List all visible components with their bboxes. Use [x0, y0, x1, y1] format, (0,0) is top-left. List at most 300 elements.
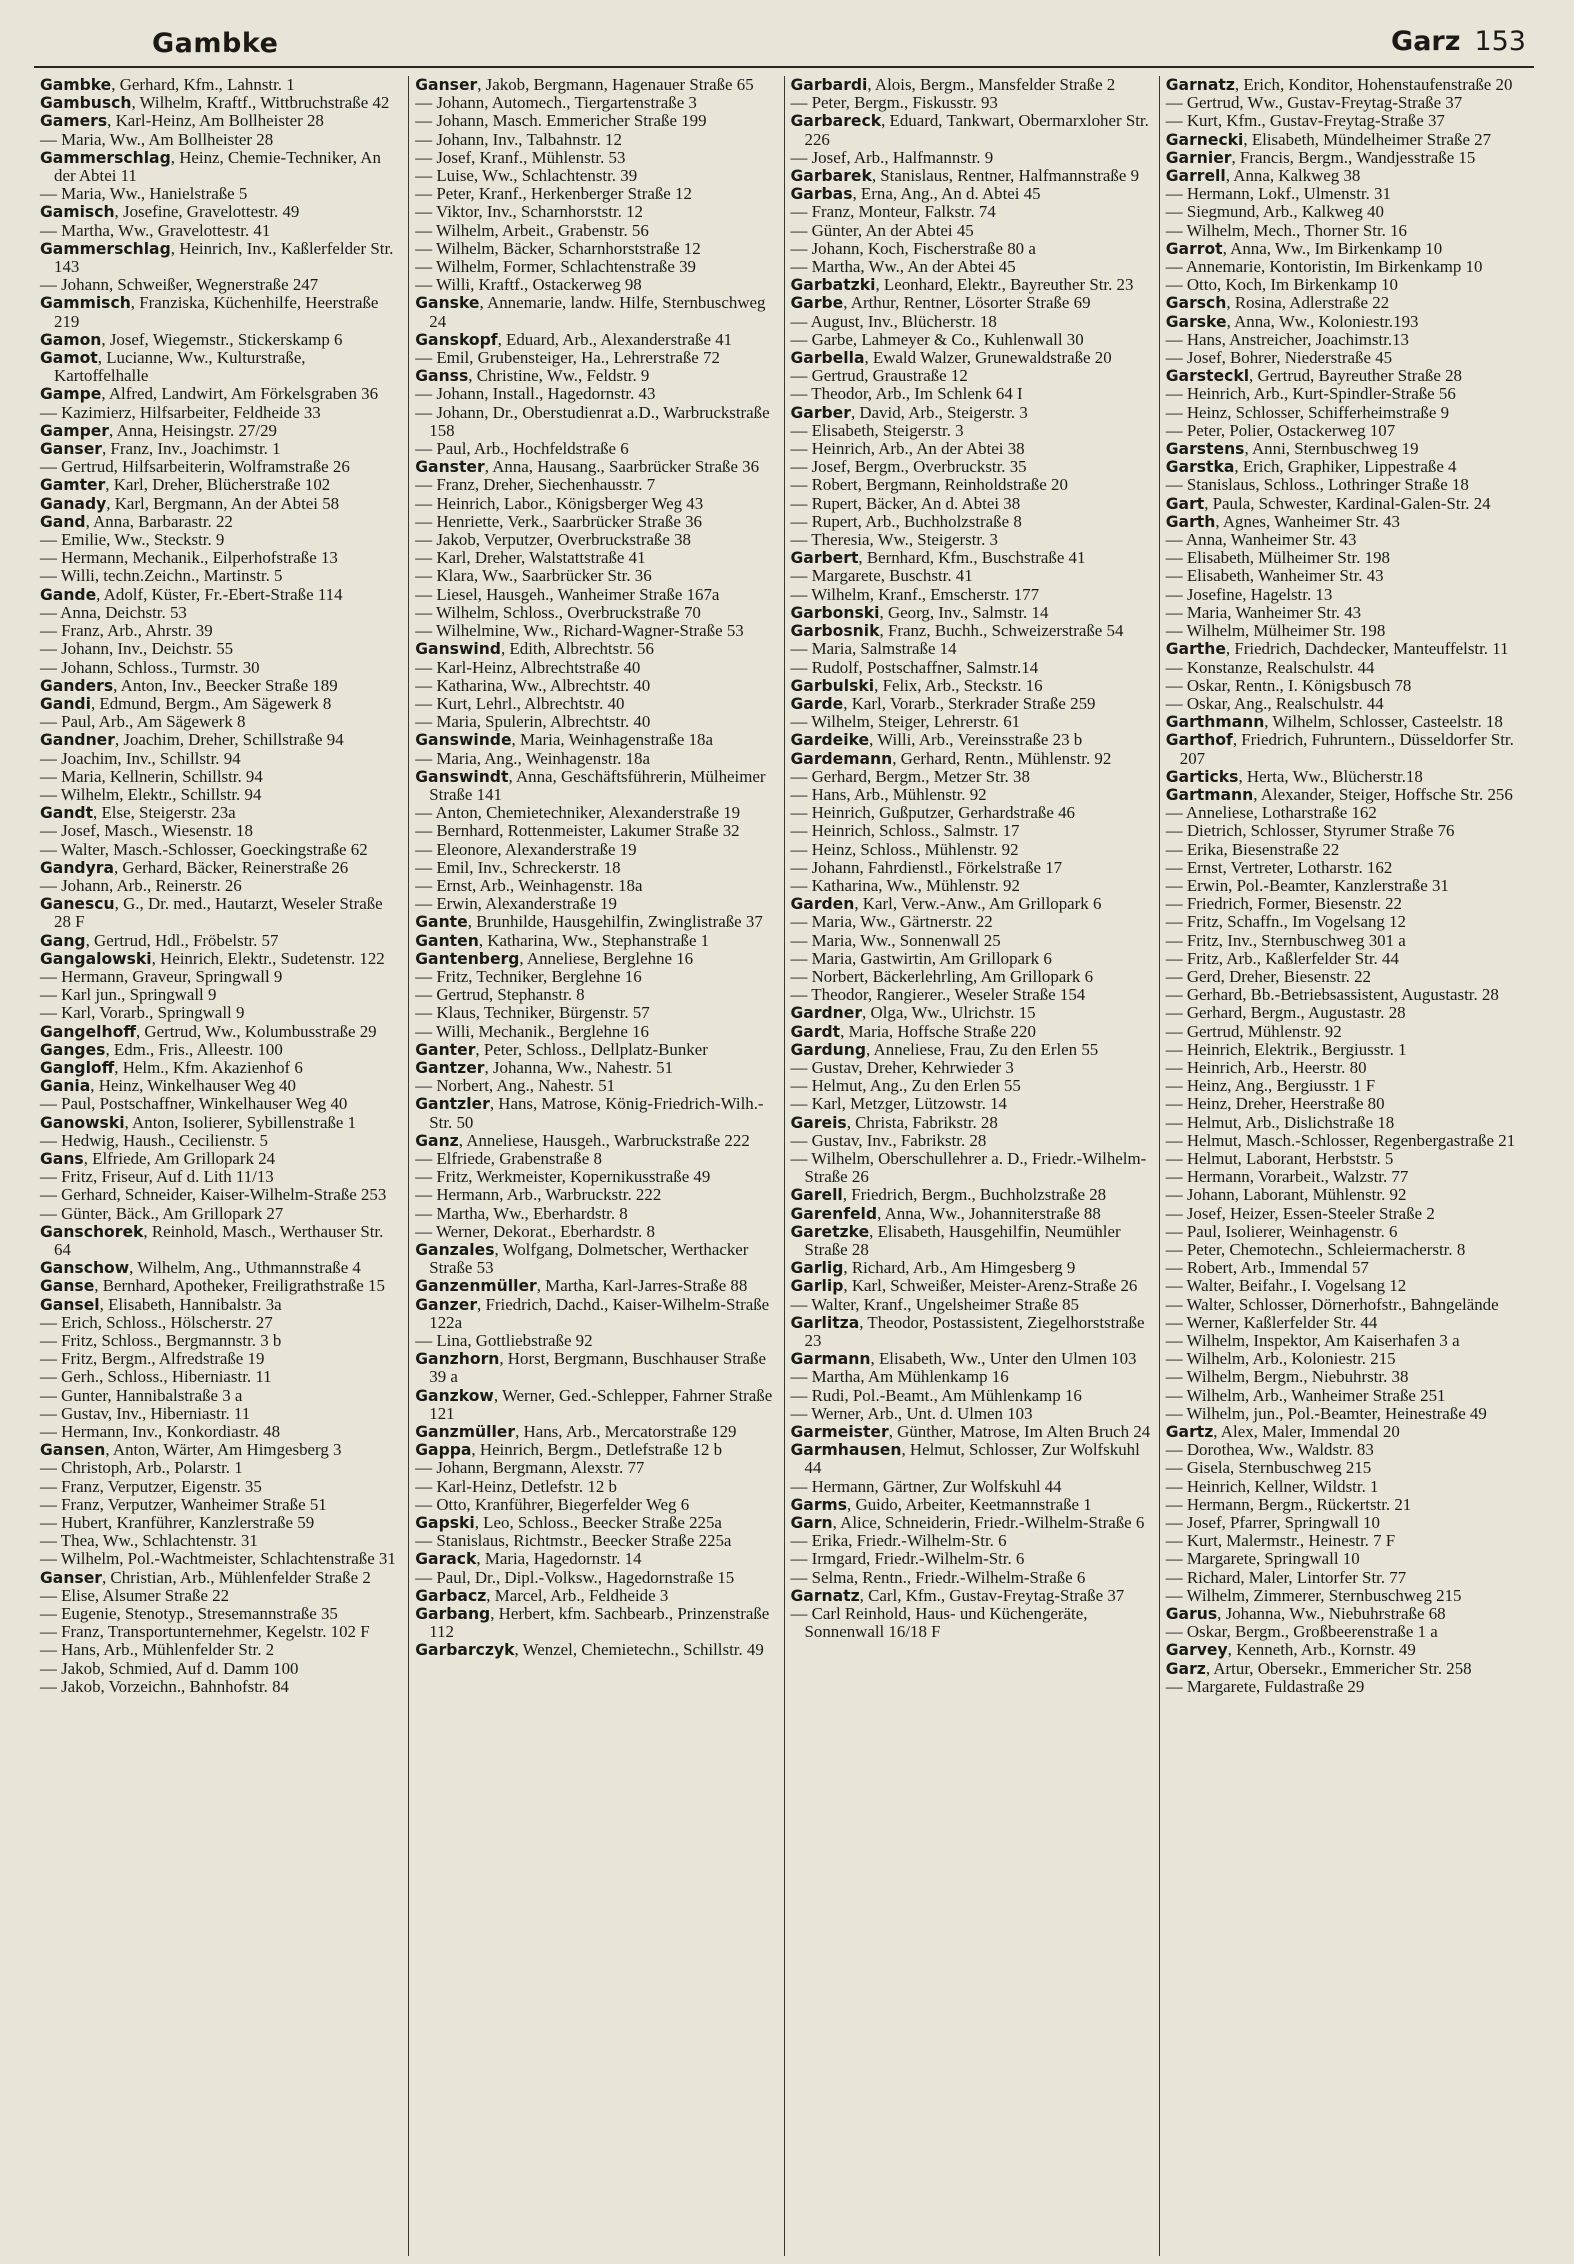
directory-entry: — Karl, Dreher, Walstattstraße 41 — [415, 548, 646, 568]
directory-entry: — Johann, Laborant, Mühlenstr. 92 — [1165, 1185, 1407, 1205]
directory-entry: Ganser, Franz, Inv., Joachimstr. 1 — [40, 439, 281, 459]
directory-entry: — Hermann, Vorarbeit., Walzstr. 77 — [1165, 1167, 1409, 1187]
directory-entry: — Paul, Dr., Dipl.-Volksw., Hagedornstraße 15 — [415, 1567, 735, 1587]
directory-entry: — Kazimierz, Hilfsarbeiter, Feldheide 33 — [40, 402, 321, 422]
directory-entry: — Paul, Isolierer, Weinhagenstr. 6 — [1165, 1221, 1398, 1241]
directory-entry: Ganges, Edm., Fris., Alleestr. 100 — [40, 1039, 283, 1059]
directory-entry: Garz, Artur, Obersekr., Emmericher Str. 258 — [1165, 1658, 1472, 1678]
directory-entry: Ganschow, Wilhelm, Ang., Uthmannstraße 4 — [40, 1258, 361, 1278]
directory-entry: — Josef, Heizer, Essen-Steeler Straße 2 — [1165, 1203, 1435, 1223]
header-last-name: Garz — [1391, 26, 1461, 57]
directory-entry: — Norbert, Bäckerlehrling, Am Grillopark 6 — [790, 966, 1094, 986]
directory-entry: — Johann, Schweißer, Wegnerstraße 247 — [40, 275, 319, 295]
directory-entry: — Kurt, Kfm., Gustav-Freytag-Straße 37 — [1165, 111, 1445, 131]
directory-entry: Ganskopf, Eduard, Arb., Alexanderstraße 41 — [415, 329, 733, 349]
directory-entry: — Kurt, Lehrl., Albrechtstr. 40 — [415, 693, 625, 713]
directory-entry: — Heinz, Schlosser, Schifferheimstraße 9 — [1165, 402, 1450, 422]
directory-entry: — Joachim, Inv., Schillstr. 94 — [40, 748, 241, 768]
directory-entry: Garden, Karl, Verw.-Anw., Am Grillopark 6 — [790, 894, 1102, 914]
directory-entry: Ganss, Christine, Ww., Feldstr. 9 — [415, 366, 650, 386]
directory-entry: — Gerhard, Bergm., Metzer Str. 38 — [790, 766, 1030, 786]
directory-entry: — Johann, Schloss., Turmstr. 30 — [40, 657, 260, 677]
directory-entry: Garlip, Karl, Schweißer, Meister-Arenz-Straße 26 — [790, 1276, 1138, 1296]
columns — [34, 76, 1534, 2256]
directory-entry: — Lina, Gottliebstraße 92 — [415, 1331, 593, 1351]
directory-entry: Gardung, Anneliese, Frau, Zu den Erlen 55 — [790, 1039, 1099, 1059]
directory-entry: Garske, Anna, Ww., Koloniestr.193 — [1165, 311, 1419, 331]
directory-entry: — Wilhelm, Arb., Koloniestr. 215 — [1165, 1349, 1396, 1369]
directory-entry: — Gustav, Inv., Hiberniastr. 11 — [40, 1403, 251, 1423]
directory-entry: — Karl-Heinz, Detlefstr. 12 b — [415, 1476, 617, 1496]
directory-entry: — Emil, Inv., Schreckerstr. 18 — [415, 857, 621, 877]
directory-entry: — Annemarie, Kontoristin, Im Birkenkamp 10 — [1165, 257, 1483, 277]
directory-entry: Garber, David, Arb., Steigerstr. 3 — [790, 402, 1028, 422]
directory-entry: Ganswinde, Maria, Weinhagenstraße 18a — [415, 730, 713, 750]
directory-entry: — Liesel, Hausgeh., Wanheimer Straße 167a — [415, 584, 720, 604]
directory-entry: — Josef, Bergm., Overbruckstr. 35 — [790, 457, 1027, 477]
directory-entry: Garthe, Friedrich, Dachdecker, Manteuffelstr. 11 — [1165, 639, 1509, 659]
directory-entry: Garlig, Richard, Arb., Am Himgesberg 9 — [790, 1258, 1076, 1278]
directory-entry: — Norbert, Ang., Nahestr. 51 — [415, 1076, 616, 1096]
directory-entry: — Martha, Ww., An der Abtei 45 — [790, 257, 1016, 277]
directory-entry: — Hermann, Mechanik., Eilperhofstraße 13 — [40, 548, 338, 568]
directory-entry: Garticks, Herta, Ww., Blücherstr.18 — [1165, 766, 1423, 786]
directory-entry: — Walter, Kranf., Ungelsheimer Straße 85 — [790, 1294, 1079, 1314]
directory-entry: Ganzales, Wolfgang, Dolmetscher, Werthacker Straße 53 — [415, 1240, 749, 1278]
column-1 — [34, 76, 408, 2256]
directory-entry: Ganschorek, Reinhold, Masch., Werthauser Str. 64 — [40, 1221, 384, 1259]
directory-entry: Garmeister, Günther, Matrose, Im Alten Bruch 24 — [790, 1422, 1151, 1442]
directory-entry: — Ernst, Vertreter, Lotharstr. 162 — [1165, 857, 1393, 877]
directory-entry: — Gerhard, Schneider, Kaiser-Wilhelm-Straße 253 — [40, 1185, 387, 1205]
directory-entry: — Wilhelm, Mech., Thorner Str. 16 — [1165, 220, 1407, 240]
directory-entry: — Josef, Bohrer, Niederstraße 45 — [1165, 348, 1393, 368]
directory-entry: — Wilhelm, Schloss., Overbruckstraße 70 — [415, 602, 701, 622]
directory-entry: Garell, Friedrich, Bergm., Buchholzstraße 28 — [790, 1185, 1107, 1205]
directory-entry: Garbardi, Alois, Bergm., Mansfelder Straße 2 — [790, 76, 1116, 94]
directory-entry: Ganzhorn, Horst, Bergmann, Buschhauser Straße 39 a — [415, 1349, 766, 1387]
directory-entry: — Henriette, Verk., Saarbrücker Straße 36 — [415, 511, 702, 531]
directory-entry: Ganzer, Friedrich, Dachd., Kaiser-Wilhelm-Straße 122a — [415, 1294, 770, 1332]
directory-entry: Garde, Karl, Vorarb., Sterkrader Straße 259 — [790, 693, 1096, 713]
directory-entry: Garvey, Kenneth, Arb., Kornstr. 49 — [1165, 1640, 1416, 1660]
directory-entry: — Paul, Arb., Am Sägewerk 8 — [40, 712, 246, 732]
directory-entry: — Hubert, Kranführer, Kanzlerstraße 59 — [40, 1513, 315, 1533]
directory-entry: — Wilhelm, Inspektor, Am Kaiserhafen 3 a — [1165, 1331, 1460, 1351]
directory-entry: — Fritz, Schloss., Bergmannstr. 3 b — [40, 1331, 282, 1351]
page-header — [34, 22, 1534, 68]
directory-entry: — Helmut, Masch.-Schlosser, Regenbergastraße 21 — [1165, 1130, 1516, 1150]
directory-entry: — Maria, Ww., Gärtnerstr. 22 — [790, 912, 993, 932]
directory-entry: — Paul, Postschaffner, Winkelhauser Weg 40 — [40, 1094, 348, 1114]
directory-entry: Ganser, Christian, Arb., Mühlenfelder Straße 2 — [40, 1567, 371, 1587]
directory-entry: — Peter, Chemotechn., Schleiermacherstr. 8 — [1165, 1240, 1466, 1259]
directory-entry: Garbosnik, Franz, Buchh., Schweizerstraße 54 — [790, 621, 1124, 641]
directory-entry: Gangelhoff, Gertrud, Ww., Kolumbusstraße 29 — [40, 1021, 377, 1041]
directory-entry: Garbella, Ewald Walzer, Grunewaldstraße 20 — [790, 348, 1112, 368]
directory-entry: — Helmut, Laborant, Herbststr. 5 — [1165, 1148, 1394, 1168]
directory-entry: Ganzenmüller, Martha, Karl-Jarres-Straße 88 — [415, 1276, 748, 1296]
directory-entry: Ganse, Bernhard, Apotheker, Freiligrathstraße 15 — [40, 1276, 385, 1296]
directory-entry: Ganz, Anneliese, Hausgeh., Warbruckstraße 222 — [415, 1130, 750, 1150]
directory-entry: — Oskar, Rentn., I. Königsbusch 78 — [1165, 675, 1412, 695]
directory-entry: — Walter, Masch.-Schlosser, Goeckingstraße 62 — [40, 839, 368, 859]
directory-entry: — Fritz, Techniker, Berglehne 16 — [415, 966, 642, 986]
directory-entry: — Kurt, Malermstr., Heinestr. 7 F — [1165, 1531, 1396, 1551]
directory-entry: — Maria, Ww., Sonnenwall 25 — [790, 930, 1001, 950]
directory-entry: — Peter, Polier, Ostackerweg 107 — [1165, 420, 1396, 440]
directory-entry: Gapski, Leo, Schloss., Beecker Straße 225a — [415, 1513, 722, 1533]
directory-entry: — Fritz, Friseur, Auf d. Lith 11/13 — [40, 1167, 274, 1187]
directory-entry: — Heinrich, Schloss., Salmstr. 17 — [790, 821, 1020, 841]
directory-entry: — Margarete, Buschstr. 41 — [790, 566, 973, 586]
directory-entry: Gand, Anna, Barbarastr. 22 — [40, 511, 233, 531]
directory-entry: — Robert, Arb., Immendal 57 — [1165, 1258, 1369, 1278]
directory-entry: — Hans, Anstreicher, Joachimstr.13 — [1165, 329, 1410, 349]
directory-entry: Gartz, Alex, Maler, Immendal 20 — [1165, 1422, 1400, 1442]
directory-entry: — Ernst, Arb., Weinhagenstr. 18a — [415, 875, 643, 895]
directory-entry: Garrell, Anna, Kalkweg 38 — [1165, 166, 1361, 186]
directory-entry: Garth, Agnes, Wanheimer Str. 43 — [1165, 511, 1400, 531]
directory-entry: — Wilhelmine, Ww., Richard-Wagner-Straße 53 — [415, 621, 744, 641]
directory-entry: Garnatz, Erich, Konditor, Hohenstaufenstraße 20 — [1165, 76, 1513, 94]
directory-entry: — Paul, Arb., Hochfeldstraße 6 — [415, 439, 629, 459]
directory-entry: Garbonski, Georg, Inv., Salmstr. 14 — [790, 602, 1049, 622]
directory-entry: — Heinrich, Arb., An der Abtei 38 — [790, 439, 1025, 459]
directory-entry: — Carl Reinhold, Haus- und Küchengeräte, Sonnenwall 16/18 F — [790, 1604, 1088, 1642]
directory-entry: Gardner, Olga, Ww., Ulrichstr. 15 — [790, 1003, 1036, 1023]
directory-entry: Gandi, Edmund, Bergm., Am Sägewerk 8 — [40, 693, 332, 713]
directory-entry: Gardt, Maria, Hoffsche Straße 220 — [790, 1021, 1036, 1041]
directory-entry: Garbulski, Felix, Arb., Steckstr. 16 — [790, 675, 1043, 695]
directory-entry: — Werner, Dekorat., Eberhardstr. 8 — [415, 1221, 655, 1241]
directory-entry: — Fritz, Bergm., Alfredstraße 19 — [40, 1349, 265, 1369]
directory-entry: — Johann, Bergmann, Alexstr. 77 — [415, 1458, 645, 1478]
directory-entry: Garbacz, Marcel, Arb., Feldheide 3 — [415, 1585, 669, 1605]
directory-entry: Gambusch, Wilhelm, Kraftf., Wittbruchstraße 42 — [40, 93, 390, 113]
directory-entry: Garmhausen, Helmut, Schlosser, Zur Wolfskuhl 44 — [790, 1440, 1140, 1478]
column-2 — [408, 76, 783, 2256]
directory-entry: — Otto, Kranführer, Biegerfelder Weg 6 — [415, 1494, 690, 1514]
directory-entry: Gamot, Lucianne, Ww., Kulturstraße, Kartoffelhalle — [40, 348, 306, 386]
directory-entry: Garbang, Herbert, kfm. Sachbearb., Prinzenstraße 112 — [415, 1604, 770, 1642]
directory-entry: Gans, Elfriede, Am Grillopark 24 — [40, 1148, 276, 1168]
directory-entry: — Rudolf, Postschaffner, Salmstr.14 — [790, 657, 1039, 677]
directory-entry: — Elisabeth, Steigerstr. 3 — [790, 420, 964, 440]
directory-entry: Gandt, Else, Steigerstr. 23a — [40, 803, 236, 823]
directory-entry: — Hermann, Lokf., Ulmenstr. 31 — [1165, 184, 1391, 204]
directory-entry: — Thea, Ww., Schlachtenstr. 31 — [40, 1531, 258, 1551]
directory-entry: — Irmgard, Friedr.-Wilhelm-Str. 6 — [790, 1549, 1025, 1569]
directory-entry: — Konstanze, Realschulstr. 44 — [1165, 657, 1375, 677]
directory-entry: Gangloff, Helm., Kfm. Akazienhof 6 — [40, 1057, 303, 1077]
directory-entry: Gamisch, Josefine, Gravelottestr. 49 — [40, 202, 300, 222]
directory-entry: — Dietrich, Schlosser, Styrumer Straße 76 — [1165, 821, 1455, 841]
directory-entry: — Siegmund, Arb., Kalkweg 40 — [1165, 202, 1384, 222]
directory-entry: — Rupert, Bäcker, An d. Abtei 38 — [790, 493, 1021, 513]
directory-entry: Ganswindt, Anna, Geschäftsführerin, Mülheimer Straße 141 — [415, 766, 766, 804]
directory-entry: Gambke, Gerhard, Kfm., Lahnstr. 1 — [40, 76, 295, 94]
directory-entry: — Wilhelm, Pol.-Wachtmeister, Schlachtenstraße 31 — [40, 1549, 396, 1569]
directory-entry: — Werner, Kaßlerfelder Str. 44 — [1165, 1312, 1378, 1332]
directory-entry: — Karl-Heinz, Albrechtstraße 40 — [415, 657, 641, 677]
directory-entry: — Stanislaus, Schloss., Lothringer Straße 18 — [1165, 475, 1469, 495]
directory-entry: — Jakob, Verputzer, Overbruckstraße 38 — [415, 530, 691, 550]
directory-entry: — Hans, Arb., Mühlenstr. 92 — [790, 784, 987, 804]
directory-entry: Ganzmüller, Hans, Arb., Mercatorstraße 129 — [415, 1422, 737, 1442]
directory-entry: Gande, Adolf, Küster, Fr.-Ebert-Straße 114 — [40, 584, 343, 604]
directory-entry: — Anna, Deichstr. 53 — [40, 602, 187, 622]
directory-entry: — Franz, Arb., Ahrstr. 39 — [40, 621, 213, 641]
directory-entry: — Willi, Kraftf., Ostackerweg 98 — [415, 275, 642, 295]
directory-entry: — Erika, Friedr.-Wilhelm-Str. 6 — [790, 1531, 1007, 1551]
directory-entry: — Katharina, Ww., Mühlenstr. 92 — [790, 875, 1020, 895]
directory-entry: Garbatzki, Leonhard, Elektr., Bayreuther Str. 23 — [790, 275, 1134, 295]
directory-entry: Gania, Heinz, Winkelhauser Weg 40 — [40, 1076, 296, 1096]
directory-entry: — Elisabeth, Wanheimer Str. 43 — [1165, 566, 1384, 586]
directory-entry: — Gertrud, Graustraße 12 — [790, 366, 968, 386]
directory-entry: — Maria, Gastwirtin, Am Grillopark 6 — [790, 948, 1052, 968]
directory-entry: Gang, Gertrud, Hdl., Fröbelstr. 57 — [40, 930, 279, 950]
directory-entry: — Heinz, Dreher, Heerstraße 80 — [1165, 1094, 1385, 1114]
directory-entry: — Gisela, Sternbuschweg 215 — [1165, 1458, 1372, 1478]
directory-entry: Gammerschlag, Heinz, Chemie-Techniker, An der Abtei 11 — [40, 147, 381, 186]
directory-entry: — Wilhelm, jun., Pol.-Beamter, Heinestraße 49 — [1165, 1403, 1487, 1423]
directory-entry: Gampe, Alfred, Landwirt, Am Förkelsgraben 36 — [40, 384, 379, 404]
directory-entry: — Karl jun., Springwall 9 — [40, 985, 217, 1005]
directory-entry: — Johann, Koch, Fischerstraße 80 a — [790, 238, 1036, 258]
directory-entry: Garnecki, Elisabeth, Mündelheimer Straße 27 — [1165, 129, 1492, 149]
directory-entry: — Maria, Wanheimer Str. 43 — [1165, 602, 1362, 622]
directory-entry: Gantzler, Hans, Matrose, König-Friedrich-Wilh.-Str. 50 — [415, 1094, 764, 1132]
directory-entry: Gappa, Heinrich, Bergm., Detlefstraße 12 b — [415, 1440, 723, 1460]
directory-entry: — Johann, Masch. Emmericher Straße 199 — [415, 111, 707, 131]
directory-entry: — Fritz, Arb., Kaßlerfelder Str. 44 — [1165, 948, 1399, 968]
directory-entry: — Robert, Bergmann, Reinholdstraße 20 — [790, 475, 1068, 495]
directory-entry: — Martha, Am Mühlenkamp 16 — [790, 1367, 1009, 1387]
directory-entry: — Wilhelm, Arbeit., Grabenstr. 56 — [415, 220, 649, 240]
directory-entry: — Fritz, Werkmeister, Kopernikusstraße 49 — [415, 1167, 711, 1187]
directory-entry: — Josef, Masch., Wiesenstr. 18 — [40, 821, 253, 841]
directory-entry: — Hermann, Graveur, Springwall 9 — [40, 966, 283, 986]
directory-entry: Gamon, Josef, Wiegemstr., Stickerskamp 6 — [40, 329, 343, 349]
directory-entry: Garnier, Francis, Bergm., Wandjesstraße 15 — [1165, 147, 1476, 167]
directory-entry: Garbert, Bernhard, Kfm., Buschstraße 41 — [790, 548, 1086, 568]
directory-entry: — Maria, Ang., Weinhagenstr. 18a — [415, 748, 651, 768]
directory-entry: — Franz, Verputzer, Eigenstr. 35 — [40, 1476, 262, 1496]
directory-entry: Ganders, Anton, Inv., Beecker Straße 189 — [40, 675, 338, 695]
directory-entry: — Elise, Alsumer Straße 22 — [40, 1585, 230, 1605]
header-first-name: Gambke — [152, 28, 279, 59]
directory-entry: — Martha, Ww., Gravelottestr. 41 — [40, 220, 271, 240]
directory-entry: — Johann, Inv., Deichstr. 55 — [40, 639, 234, 659]
directory-entry: — Franz, Transportunternehmer, Kegelstr. 102 F — [40, 1622, 370, 1642]
directory-entry: Garmann, Elisabeth, Ww., Unter den Ulmen 103 — [790, 1349, 1137, 1369]
directory-entry: Garsteckl, Gertrud, Bayreuther Straße 28 — [1165, 366, 1462, 386]
directory-entry: — Dorothea, Ww., Waldstr. 83 — [1165, 1440, 1374, 1460]
directory-entry: — Karl, Metzger, Lützowstr. 14 — [790, 1094, 1008, 1114]
directory-entry: Gantenberg, Anneliese, Berglehne 16 — [415, 948, 694, 968]
directory-entry: Gandner, Joachim, Dreher, Schillstraße 94 — [40, 730, 344, 750]
directory-entry: — Wilhelm, Oberschullehrer a. D., Friedr.-Wilhelm-Straße 26 — [790, 1148, 1147, 1187]
column-4 — [1159, 76, 1534, 2256]
directory-entry: Gansel, Elisabeth, Hannibalstr. 3a — [40, 1294, 282, 1314]
directory-entry: Garstens, Anni, Sternbuschweg 19 — [1165, 439, 1419, 459]
directory-entry: — Maria, Spulerin, Albrechtstr. 40 — [415, 712, 651, 732]
directory-entry: — Johann, Fahrdienstl., Förkelstraße 17 — [790, 857, 1063, 877]
directory-entry: — Maria, Ww., Am Bollheister 28 — [40, 129, 274, 149]
directory-entry: Garetzke, Elisabeth, Hausgehilfin, Neumühler Straße 28 — [790, 1221, 1121, 1259]
directory-entry: Ganowski, Anton, Isolierer, Sybillenstraße 1 — [40, 1112, 357, 1132]
directory-entry: Garsch, Rosina, Adlerstraße 22 — [1165, 293, 1390, 313]
directory-entry: Gamter, Karl, Dreher, Blücherstraße 102 — [40, 475, 331, 495]
directory-entry: — Günter, Bäck., Am Grillopark 27 — [40, 1203, 284, 1223]
directory-entry: — Gunter, Hannibalstraße 3 a — [40, 1385, 243, 1405]
directory-entry: — Heinrich, Gußputzer, Gerhardstraße 46 — [790, 803, 1075, 823]
directory-entry: — Oskar, Bergm., Großbeerenstraße 1 a — [1165, 1622, 1438, 1642]
directory-entry: — Peter, Bergm., Fiskusstr. 93 — [790, 93, 998, 113]
directory-entry: Ganady, Karl, Bergmann, An der Abtei 58 — [40, 493, 340, 513]
directory-entry: Garbareck, Eduard, Tankwart, Obermarxloher Str. 226 — [790, 111, 1149, 149]
directory-entry: — Selma, Rentn., Friedr.-Wilhelm-Straße 6 — [790, 1567, 1086, 1587]
directory-entry: Garstka, Erich, Graphiker, Lippestraße 4 — [1165, 457, 1457, 477]
directory-entry: — Erwin, Alexanderstraße 19 — [415, 894, 617, 914]
directory-entry: Gart, Paula, Schwester, Kardinal-Galen-Str. 24 — [1165, 493, 1491, 513]
directory-entry: — Wilhelm, Former, Schlachtenstraße 39 — [415, 257, 696, 277]
directory-entry: — Wilhelm, Bergm., Niebuhrstr. 38 — [1165, 1367, 1409, 1387]
directory-entry: — Hermann, Arb., Warbruckstr. 222 — [415, 1185, 662, 1205]
directory-entry: — Margarete, Springwall 10 — [1165, 1549, 1360, 1569]
directory-entry: — Anneliese, Lotharstraße 162 — [1165, 803, 1377, 823]
directory-entry: — Emilie, Ww., Steckstr. 9 — [40, 530, 225, 550]
directory-entry: Gareis, Christa, Fabrikstr. 28 — [790, 1112, 998, 1132]
directory-entry: — Fritz, Schaffn., Im Vogelsang 12 — [1165, 912, 1406, 932]
directory-entry: Garus, Johanna, Ww., Niebuhrstraße 68 — [1165, 1604, 1446, 1624]
directory-entry: Gartmann, Alexander, Steiger, Hoffsche Str. 256 — [1165, 784, 1513, 804]
directory-entry: Garlitza, Theodor, Postassistent, Ziegelhorststraße 23 — [790, 1312, 1145, 1351]
directory-entry: Ganswind, Edith, Albrechtstr. 56 — [415, 639, 654, 659]
directory-entry: — Oskar, Ang., Realschulstr. 44 — [1165, 693, 1384, 713]
directory-entry: Gardeike, Willi, Arb., Vereinsstraße 23 b — [790, 730, 1083, 750]
directory-entry: — Margarete, Fuldastraße 29 — [1165, 1676, 1365, 1696]
directory-entry: — Gertrud, Mühlenstr. 92 — [1165, 1021, 1342, 1041]
directory-entry: — Wilhelm, Elektr., Schillstr. 94 — [40, 784, 262, 804]
directory-entry: — Gerh., Schloss., Hiberniastr. 11 — [40, 1367, 272, 1387]
directory-entry: — Gerhard, Bb.-Betriebsassistent, Augustastr. 28 — [1165, 985, 1499, 1005]
directory-entry: — Anton, Chemietechniker, Alexanderstraße 19 — [415, 803, 741, 823]
directory-entry: — Gustav, Dreher, Kehrwieder 3 — [790, 1057, 1014, 1077]
directory-entry: Gangalowski, Heinrich, Elektr., Sudetenstr. 122 — [40, 948, 385, 968]
directory-entry: — Johann, Install., Hagedornstr. 43 — [415, 384, 656, 404]
directory-entry: — Stanislaus, Richtmstr., Beecker Straße 225a — [415, 1531, 732, 1551]
directory-entry: — Willi, techn.Zeichn., Martinstr. 5 — [40, 566, 283, 586]
directory-entry: — Jakob, Schmied, Auf d. Damm 100 — [40, 1658, 299, 1678]
directory-entry: — Elfriede, Grabenstraße 8 — [415, 1148, 602, 1168]
directory-entry: Garthof, Friedrich, Fuhruntern., Düsseldorfer Str. 207 — [1165, 730, 1514, 768]
directory-entry: Garn, Alice, Schneiderin, Friedr.-Wilhelm-Straße 6 — [790, 1513, 1145, 1533]
directory-entry: — Theodor, Rangierer., Weseler Straße 154 — [790, 985, 1086, 1005]
directory-entry: — Heinrich, Elektrik., Bergiusstr. 1 — [1165, 1039, 1407, 1059]
directory-entry: — Johann, Dr., Oberstudienrat a.D., Warbruckstraße 158 — [415, 402, 770, 440]
directory-entry: Garenfeld, Anna, Ww., Johanniterstraße 88 — [790, 1203, 1101, 1223]
directory-entry: — Johann, Arb., Reinerstr. 26 — [40, 875, 242, 895]
directory-entry: — Hermann, Inv., Konkordiastr. 48 — [40, 1422, 281, 1442]
directory-entry: — Garbe, Lahmeyer & Co., Kuhlenwall 30 — [790, 329, 1084, 349]
directory-entry: — Richard, Maler, Lintorfer Str. 77 — [1165, 1567, 1407, 1587]
directory-entry: — Wilhelm, Mülheimer Str. 198 — [1165, 621, 1386, 641]
directory-entry: Gardemann, Gerhard, Rentn., Mühlenstr. 92 — [790, 748, 1112, 768]
directory-entry: — Johann, Inv., Talbahnstr. 12 — [415, 129, 622, 149]
directory-entry: — Josef, Kranf., Mühlenstr. 53 — [415, 147, 626, 167]
directory-entry: — Gerd, Dreher, Biesenstr. 22 — [1165, 966, 1371, 986]
directory-entry: Ganten, Katharina, Ww., Stephanstraße 1 — [415, 930, 710, 950]
directory-entry: — Gertrud, Hilfsarbeiterin, Wolframstraße 26 — [40, 457, 350, 477]
directory-entry: — Josef, Arb., Halfmannstr. 9 — [790, 147, 994, 167]
directory-entry: — Eugenie, Stenotyp., Stresemannstraße 35 — [40, 1604, 338, 1624]
directory-entry: — August, Inv., Blücherstr. 18 — [790, 311, 997, 331]
directory-entry: Gamers, Karl-Heinz, Am Bollheister 28 — [40, 111, 324, 131]
header-last-name-and-page — [1391, 26, 1526, 57]
directory-entry: Gante, Brunhilde, Hausgehilfin, Zwinglistraße 37 — [415, 912, 763, 932]
directory-entry: — Heinrich, Labor., Königsberger Weg 43 — [415, 493, 704, 513]
directory-entry: — Emil, Grubensteiger, Ha., Lehrerstraße 72 — [415, 348, 720, 368]
directory-entry: — Walter, Schlosser, Dörnerhofstr., Bahngelände — [1165, 1294, 1499, 1314]
directory-entry: — Wilhelm, Arb., Wanheimer Straße 251 — [1165, 1385, 1446, 1405]
directory-entry: — Gerhard, Bergm., Augustastr. 28 — [1165, 1003, 1406, 1023]
directory-entry: — Gertrud, Stephanstr. 8 — [415, 985, 585, 1005]
directory-entry: — Helmut, Ang., Zu den Erlen 55 — [790, 1076, 1021, 1096]
page-number: 153 — [1474, 26, 1526, 57]
directory-entry: — Hans, Arb., Mühlenfelder Str. 2 — [40, 1640, 275, 1660]
directory-entry: — Erika, Biesenstraße 22 — [1165, 839, 1340, 859]
directory-entry: — Franz, Dreher, Siechenhausstr. 7 — [415, 475, 656, 495]
directory-entry: — Maria, Ww., Hanielstraße 5 — [40, 184, 248, 204]
directory-entry: — Katharina, Ww., Albrechtstr. 40 — [415, 675, 651, 695]
directory-entry: — Heinz, Schloss., Mühlenstr. 92 — [790, 839, 1019, 859]
directory-entry: Gammerschlag, Heinrich, Inv., Kaßlerfelder Str. 143 — [40, 238, 394, 277]
directory-entry: — Rupert, Arb., Buchholzstraße 8 — [790, 511, 1022, 531]
directory-entry: Garthmann, Wilhelm, Schlosser, Casteelstr. 18 — [1165, 712, 1503, 732]
directory-entry: — Christoph, Arb., Polarstr. 1 — [40, 1458, 243, 1478]
directory-entry: — Franz, Verputzer, Wanheimer Straße 51 — [40, 1494, 327, 1514]
directory-entry: Garbe, Arthur, Rentner, Lösorter Straße 69 — [790, 293, 1091, 313]
directory-entry: — Elisabeth, Mülheimer Str. 198 — [1165, 548, 1390, 568]
directory-entry: — Werner, Arb., Unt. d. Ulmen 103 — [790, 1403, 1033, 1423]
directory-entry: Gandyra, Gerhard, Bäcker, Reinerstraße 26 — [40, 857, 349, 877]
directory-entry: — Walter, Beifahr., I. Vogelsang 12 — [1165, 1276, 1407, 1296]
directory-entry: — Maria, Salmstraße 14 — [790, 639, 957, 659]
directory-entry: Gansen, Anton, Wärter, Am Himgesberg 3 — [40, 1440, 342, 1460]
directory-entry: Garack, Maria, Hagedornstr. 14 — [415, 1549, 642, 1569]
directory-entry: — Erich, Schloss., Hölscherstr. 27 — [40, 1312, 273, 1332]
directory-entry: — Heinrich, Arb., Kurt-Spindler-Straße 56 — [1165, 384, 1456, 404]
directory-entry: — Josefine, Hagelstr. 13 — [1165, 584, 1333, 604]
directory-entry: Ganter, Peter, Schloss., Dellplatz-Bunker — [415, 1039, 708, 1059]
directory-entry: Ganster, Anna, Hausang., Saarbrücker Straße 36 — [415, 457, 760, 477]
directory-entry: — Johann, Automech., Tiergartenstraße 3 — [415, 93, 697, 113]
directory-entry: — Bernhard, Rottenmeister, Lakumer Straße 32 — [415, 821, 740, 841]
directory-entry: Gamper, Anna, Heisingstr. 27/29 — [40, 420, 277, 440]
directory-entry: — Heinz, Ang., Bergiusstr. 1 F — [1165, 1076, 1376, 1096]
directory-entry: — Friedrich, Former, Biesenstr. 22 — [1165, 894, 1402, 914]
directory-entry: — Maria, Kellnerin, Schillstr. 94 — [40, 766, 263, 786]
directory-entry: — Theodor, Arb., Im Schlenk 64 I — [790, 384, 1023, 404]
directory-entry: Ganescu, G., Dr. med., Hautarzt, Weseler Straße 28 F — [40, 894, 383, 932]
directory-entry: — Wilhelm, Bäcker, Scharnhorststraße 12 — [415, 238, 701, 258]
directory-entry: Garms, Guido, Arbeiter, Keetmannstraße 1 — [790, 1494, 1092, 1514]
directory-entry: — Josef, Pfarrer, Springwall 10 — [1165, 1513, 1380, 1533]
directory-entry: — Anna, Wanheimer Str. 43 — [1165, 530, 1357, 550]
